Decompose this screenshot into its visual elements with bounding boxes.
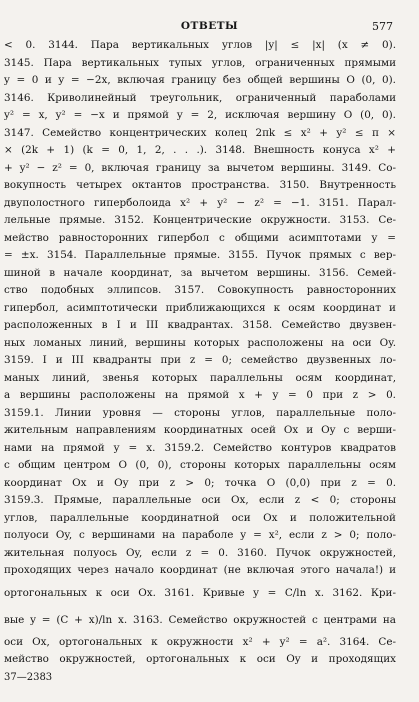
text-line: 3146. Криволинейный треугольник, ограниченный параболами	[4, 91, 396, 104]
text-line-formula: ортогональных к оси Ox. 3161. Кривые y = C/ln x. 3162. Кри-	[4, 586, 396, 599]
text-line: лельные прямые. 3152. Концентрические окружности. 3153. Се-	[4, 214, 396, 226]
text-line: + y² − z² = 0, включая границу за вычетом вершины. 3149. Со-	[4, 161, 396, 174]
text-line: ство подобных эллипсов. 3157. Совокупность равносторонних	[4, 284, 396, 296]
text-line: × (2k + 1) (k = 0, 1, 2, . . .). 3148. Внешность конуса x² +	[4, 144, 396, 156]
text-line: а вершины расположены на прямой x + y = 0 при z > 0.	[4, 389, 396, 401]
text-line: мейство равносторонних гипербол с общими асимптотами y =	[4, 231, 396, 244]
text-line: маных линий, звенья которых параллельны осям координат,	[4, 371, 396, 384]
page-number: 577	[372, 20, 393, 33]
text-line: жительным направлениям координатных осей Ox и Oy с верши-	[4, 424, 396, 436]
text-line: гипербол, асимптотически приближающихся к осям координат и	[4, 301, 396, 314]
text-line: оси Ox, ортогональных к окружности x² + y² = a². 3164. Се-	[4, 635, 396, 648]
text-line: жительная полуось Oy, если z = 0. 3160. Пучок окружностей,	[4, 546, 396, 559]
text-line: вокупность четырех октантов пространства. 3150. Внутренность	[4, 179, 396, 191]
running-header-title: ОТВЕТЫ	[180, 20, 239, 32]
text-line: < 0. 3144. Пара вертикальных углов |y| ≤ |x| (x ≠ 0).	[4, 39, 396, 51]
text-line: нами на прямой y = x. 3159.2. Семейство контуров квадратов	[4, 441, 396, 454]
text-line: 3147. Семейство концентрических колец 2πk ≤ x² + y² ≤ π ×	[4, 126, 396, 139]
text-line: y² = x, y² = −x и прямой y = 2, исключая вершину O (0, 0).	[4, 109, 396, 121]
text-line: 3159. I и III квадранты при z = 0; семейство двузвенных ло-	[4, 354, 396, 366]
text-line: ных ломаных линий, вершины которых расположены на оси Oy.	[4, 336, 396, 349]
text-line: углов, параллельные координатной оси Ox и положительной	[4, 511, 396, 524]
printer-signature: 37—2383	[4, 672, 53, 683]
text-line-formula: вые y = (C + x)/ln x. 3163. Семейство окружностей с центрами на	[4, 613, 396, 626]
text-line: 3159.1. Линии уровня — стороны углов, параллельные поло-	[4, 406, 396, 419]
text-line: координат Ox и Oy при z > 0; точка O (0,0) при z = 0.	[4, 476, 396, 489]
text-line: расположенных в I и III квадрантах. 3158. Семейство двузвен-	[4, 319, 396, 331]
answers-text-block	[4, 37, 396, 667]
text-line: шиной в начале координат, за вычетом вершины. 3156. Семей-	[4, 266, 396, 279]
text-line: = ±x. 3154. Параллельные прямые. 3155. Пучок прямых с вер-	[4, 249, 396, 261]
text-line: полуоси Oy, с вершинами на параболе y = x², если z > 0; поло-	[4, 529, 396, 541]
text-line: с общим центром O (0, 0), стороны которых параллельны осям	[4, 459, 396, 471]
text-line: проходящих через начало координат (не включая этого начала!) и	[4, 564, 396, 576]
text-line: y = 0 и y = −2x, включая границу без общей вершины O (0, 0).	[4, 74, 396, 86]
text-line: 3159.3. Прямые, параллельные оси Ox, если z < 0; стороны	[4, 494, 396, 506]
text-line: двуполостного гиперболоида x² + y² − z² = −1. 3151. Парал-	[4, 196, 396, 209]
text-line: мейство окружностей, ортогональных к оси Oy и проходящих	[4, 653, 396, 665]
text-line: 3145. Пара вертикальных тупых углов, ограниченных прямыми	[4, 56, 396, 69]
